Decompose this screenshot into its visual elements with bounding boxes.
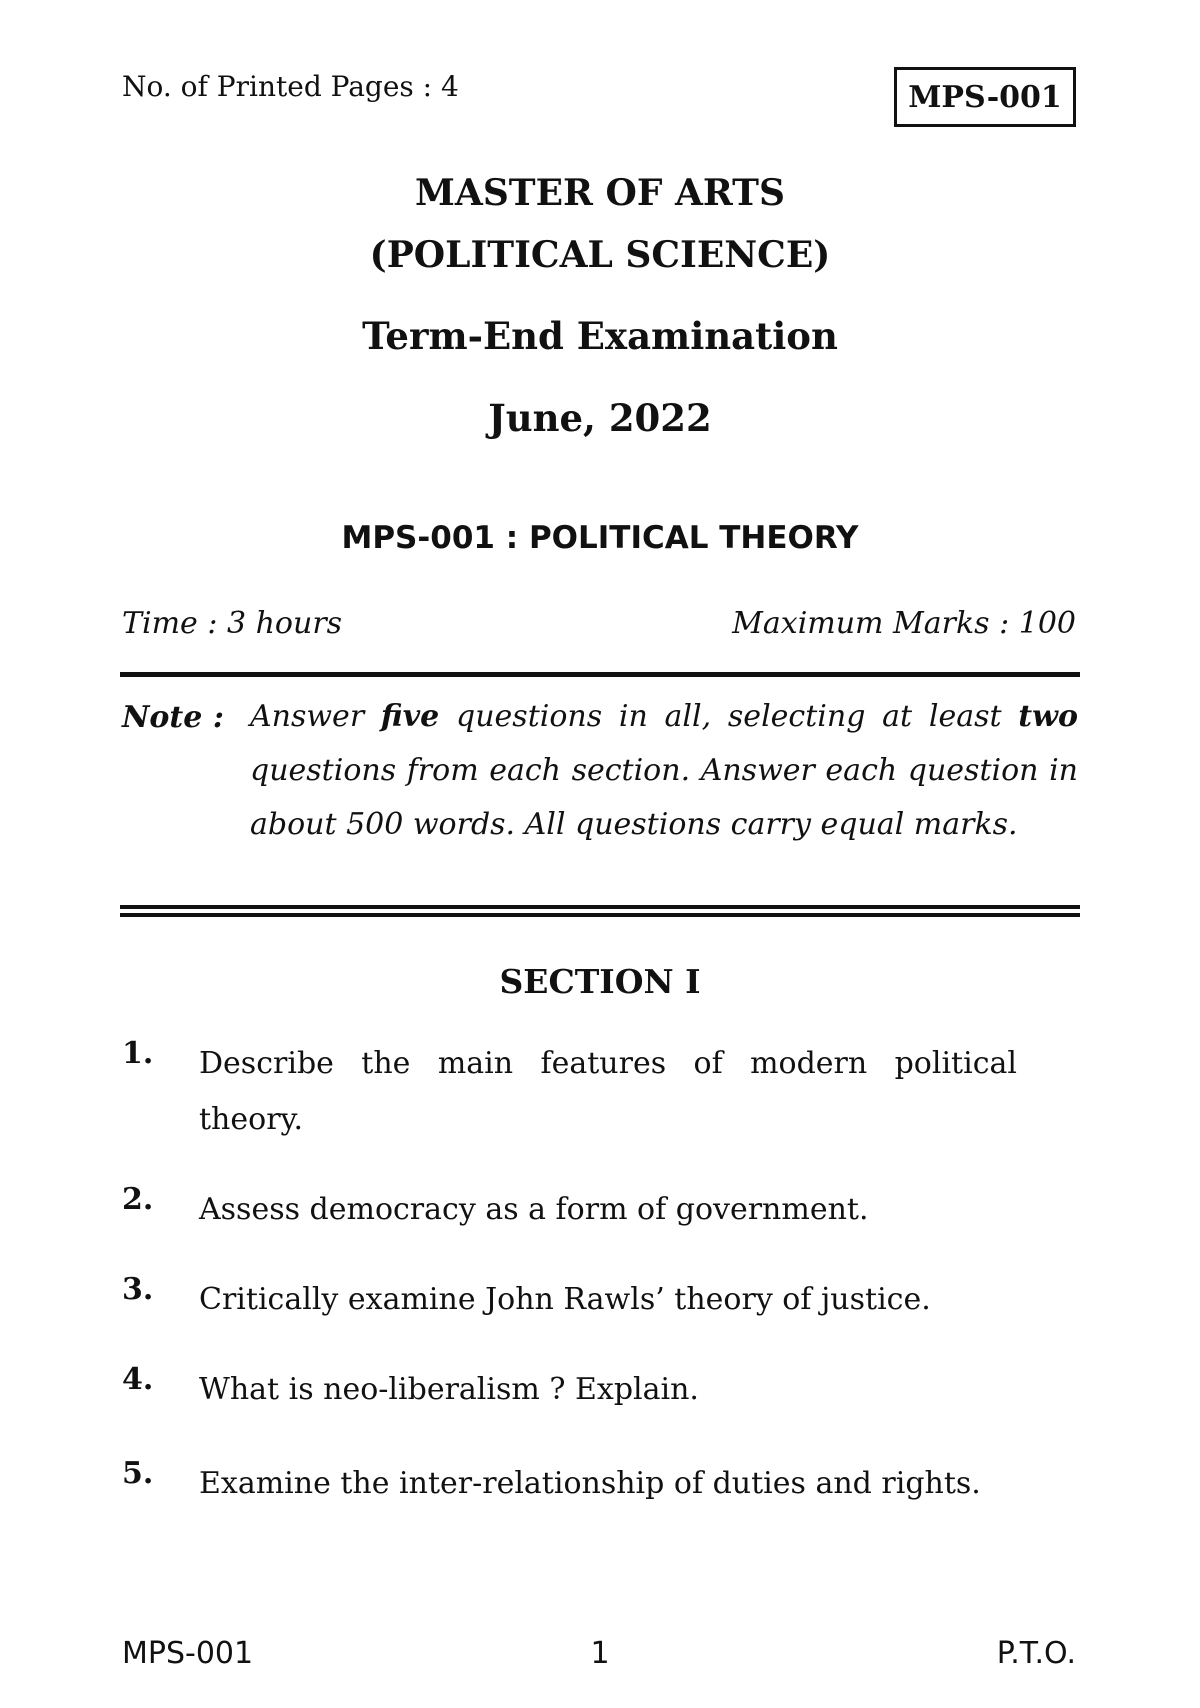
footer-pto: P.T.O. (996, 1636, 1076, 1671)
note-label: Note : (122, 700, 224, 735)
exam-type: Term-End Examination (362, 314, 838, 358)
question-text: Examine the inter-relationship of duties and rights. (199, 1466, 981, 1501)
time-allowed: Time : 3 hours (122, 606, 343, 641)
footer-paper-code: MPS-001 (122, 1636, 254, 1671)
note-text-part2: questions in all, selecting at least (439, 699, 1019, 734)
question-number: 3. (122, 1272, 154, 1307)
question-number: 2. (122, 1182, 154, 1217)
exam-session: June, 2022 (488, 396, 712, 440)
paper-title: MPS-001 : POLITICAL THEORY (341, 520, 859, 556)
note-emphasis-five: five (380, 699, 440, 734)
printed-pages-count: No. of Printed Pages : 4 (122, 70, 459, 103)
section-heading: SECTION I (499, 962, 701, 1001)
note-emphasis-two: two (1018, 699, 1078, 734)
double-rule-upper (120, 905, 1080, 909)
question-text: Critically examine John Rawls’ theory of justice. (199, 1282, 931, 1317)
question-text: Assess democracy as a form of government. (199, 1192, 869, 1227)
question-text: Describe the main features of modern political theory. (199, 1046, 1017, 1137)
paper-code-box: MPS-001 (894, 67, 1076, 127)
question-number: 4. (122, 1362, 154, 1397)
question-number: 5. (122, 1456, 154, 1491)
footer-page-number: 1 (590, 1636, 610, 1671)
question-number: 1. (122, 1036, 154, 1071)
subject-title: (POLITICAL SCIENCE) (369, 234, 831, 276)
question-text: What is neo-liberalism ? Explain. (199, 1372, 699, 1407)
top-rule (120, 672, 1080, 677)
double-rule-lower (120, 913, 1080, 917)
maximum-marks: Maximum Marks : 100 (732, 606, 1076, 641)
note-text-part1: Answer (250, 699, 381, 734)
degree-title: MASTER OF ARTS (415, 172, 785, 214)
note-text-part3: questions from each section. Answer each question in about 500 words. All questions carry equal marks. (250, 753, 1078, 842)
note-instructions (250, 690, 1078, 852)
